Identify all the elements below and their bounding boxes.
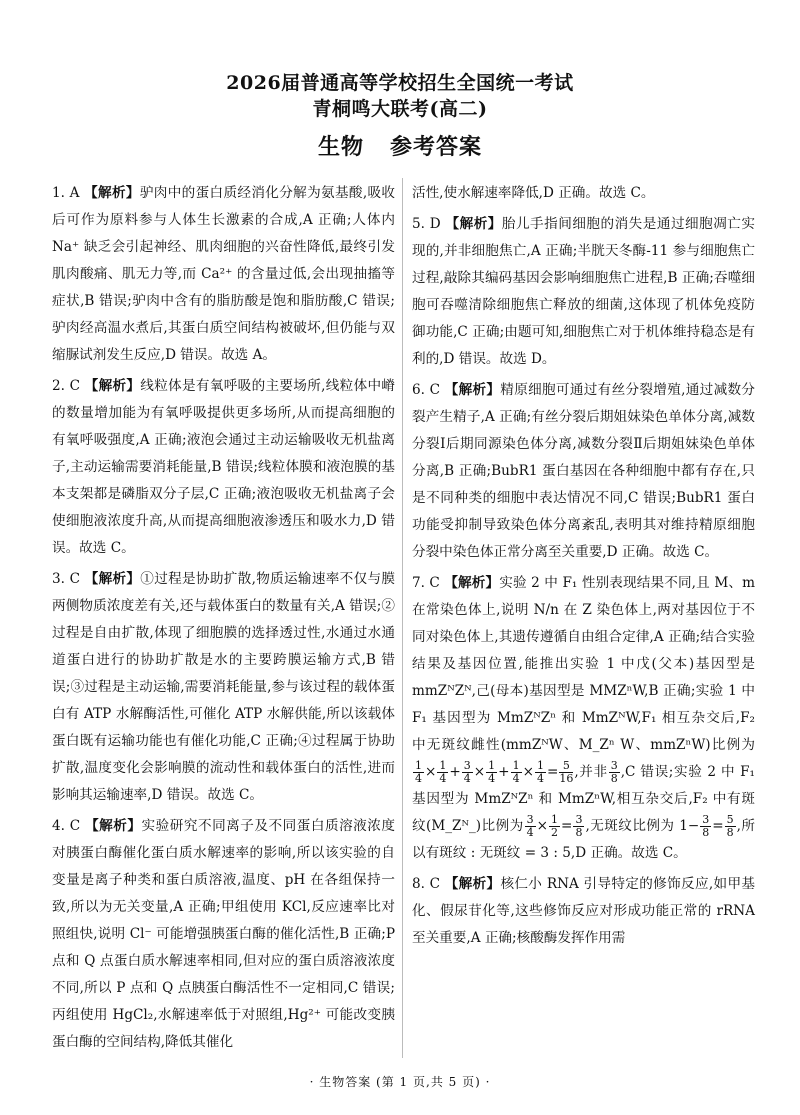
- answer-number: 8. C: [412, 876, 441, 892]
- fraction: $\frac{1}{4}$: [536, 759, 544, 785]
- analysis-tag: 【解析】: [84, 571, 141, 587]
- math-operator: +: [498, 764, 510, 780]
- answer-text: 实验研究不同离子及不同蛋白质溶液浓度对胰蛋白酶催化蛋白质水解速率的影响,所以该实验的自变量是离子种类和蛋白质溶液,温度、pH 在各组保持一致,所以为无关变量,A 正确;甲组使用 KCl,反应速率比对照组快,说明 Cl⁻ 可能增强胰蛋白酶的催化活性,B 正确;P 点和 Q 点蛋白质水解速率相同,但对应的蛋白质溶液浓度不同,所以 P 点和 Q 点胰蛋白酶活性不一定相同,C 错误;丙组使用 HgCl₂,水解速率低于对照组,Hg²⁺ 可能改变胰蛋白酶的空间结构,降低其催化: [52, 818, 396, 1050]
- fraction: $\frac{5}{16}$: [559, 759, 574, 785]
- fraction: $\frac{1}{4}$: [488, 759, 496, 785]
- document-header: [0, 70, 800, 161]
- exam-subtitle: 青桐鸣大联考(高二): [312, 98, 488, 120]
- exam-title: 2026届普通高等学校招生全国统一考试: [226, 72, 574, 94]
- answer-item-6: [412, 377, 755, 566]
- answer-number: 2. C: [52, 378, 81, 394]
- fraction: $\frac{1}{4}$: [439, 759, 447, 785]
- answer-item-2: [52, 373, 395, 562]
- analysis-tag: 【解析】: [84, 378, 141, 394]
- math-operator: ×: [425, 764, 437, 780]
- answer-number: 3. C: [52, 571, 81, 587]
- answer-text: ,并非: [574, 764, 608, 780]
- answer-number: 7. C: [412, 575, 440, 591]
- column-divider: [402, 178, 403, 1058]
- fraction: $\frac{1}{4}$: [415, 759, 422, 785]
- answer-text: 核仁小 RNA 引导特定的修饰反应,如甲基化、假尿苷化等,这些修饰反应对形成功能正常的 rRNA 至关重要,A 正确;核酸酶发挥作用需: [412, 876, 755, 946]
- answer-item-4-continued: [412, 180, 755, 207]
- analysis-tag: 【解析】: [84, 185, 140, 201]
- analysis-tag: 【解析】: [444, 575, 500, 591]
- math-operator: =: [546, 764, 559, 780]
- analysis-tag: 【解析】: [444, 382, 501, 398]
- fraction: $\frac{3}{8}$: [575, 813, 583, 839]
- answer-item-3: [52, 566, 395, 809]
- answer-number: 6. C: [412, 382, 441, 398]
- subject-name: 生物: [317, 134, 364, 160]
- fraction: $\frac{1}{2}$: [551, 813, 559, 839]
- answer-number: 1. A: [52, 185, 80, 201]
- page-footer: · 生物答案 (第 1 页,共 5 页) ·: [309, 1075, 491, 1089]
- fraction: $\frac{3}{4}$: [526, 813, 534, 839]
- math-operator: ×: [536, 818, 549, 834]
- answer-text: 精原细胞可通过有丝分裂增殖,通过减数分裂产生精子,A 正确;有丝分裂后期姐妹染色单体分离,减数分裂Ⅰ后期同源染色体分离,减数分裂Ⅱ后期姐妹染色单体分离,B 正确;BubR1 蛋白基因在各种细胞中都有存在,只是不同种类的细胞中表达情况不同,C 错误;BubR1 蛋白功能受抑制导致染色体分离紊乱,表明其对维持精原细胞分裂中染色体正常分离至关重要,D 正确。故选 C。: [412, 382, 755, 560]
- right-column: [412, 180, 755, 956]
- analysis-tag: 【解析】: [85, 818, 142, 834]
- answer-text: ①过程是协助扩散,物质运输速率不仅与膜两侧物质浓度差有关,还与载体蛋白的数量有关,A 错误;②过程是自由扩散,体现了细胞膜的选择透过性,水通过水通道蛋白进行的协助扩散是水的主要跨膜运输方式,B 错误;③过程是主动运输,需要消耗能量,参与该过程的载体蛋白有 ATP 水解酶活性,可催化 ATP 水解供能,所以该载体蛋白既有运输功能也有催化功能,C 正确;④过程属于协助扩散,温度变化会影响膜的流动性和载体蛋白的活性,进而影响其运输速率,D 错误。故选 C。: [52, 571, 395, 803]
- math-operator: =: [561, 818, 573, 834]
- math-operator: =: [712, 818, 724, 834]
- answer-text: 线粒体是有氧呼吸的主要场所,线粒体中嵴的数量增加能为有氧呼吸提供更多场所,从而提高细胞的有氧呼吸强度,A 正确;液泡会通过主动运输吸收无机盐离子,主动运输需要消耗能量,B 错误;线粒体膜和液泡膜的基本支架都是磷脂双分子层,C 正确;液泡吸收无机盐离子会使细胞液浓度升高,从而提高细胞液渗透压和吸水力,D 错误。故选 C。: [52, 378, 395, 556]
- fraction: $\frac{3}{4}$: [463, 759, 471, 785]
- analysis-tag: 【解析】: [444, 876, 501, 892]
- answer-item-1: [52, 180, 395, 369]
- answer-text: ,C 错误;实验 2 中 F₁ 基因型为 MmZᴺZⁿ 和 MmZⁿW,相互杂交后,F₂ 中有斑纹(M_Zᴺ_)比例为: [412, 764, 755, 834]
- left-column: [52, 180, 395, 1060]
- answer-text: ,所以有斑纹 : 无斑纹 = 3 : 5,D 正确。故选 C。: [412, 818, 755, 861]
- answer-text: ,无斑纹比例为 1−: [585, 818, 700, 834]
- doc-type: 参考答案: [390, 134, 483, 160]
- math-operator: ×: [473, 764, 486, 780]
- fraction: $\frac{1}{4}$: [512, 759, 520, 785]
- analysis-tag: 【解析】: [445, 216, 502, 232]
- fraction: $\frac{3}{8}$: [610, 759, 618, 785]
- answer-number: 5. D: [412, 216, 441, 232]
- answer-number: 4. C: [52, 818, 81, 834]
- answer-text: 实验 2 中 F₁ 性别表现结果不同,且 M、m 在常染色体上,说明 N/n 在 Z 染色体上,两对基因位于不同对染色体上,其遗传遵循自由组合定律,A 正确;结合实验结果及基因位置,能推出实验 1 中戊(父本)基因型是 mmZᴺZᴺ,己(母本)基因型是 MMZⁿW,B 正确;实验 1 中 F₁ 基因型为 MmZᴺZⁿ 和 MmZᴺW,F₁ 相互杂交后,F₂ 中无斑纹雌性(mmZᴺW、M_Zⁿ W、mmZⁿW)比例为: [412, 575, 756, 753]
- subject-heading: [0, 130, 800, 161]
- answer-text: 活性,使水解速率降低,D 正确。故选 C。: [412, 185, 655, 201]
- math-operator: ×: [522, 764, 534, 780]
- answer-item-5: [412, 211, 755, 373]
- answer-text: 驴肉中的蛋白质经消化分解为氨基酸,吸收后可作为原料参与人体生长激素的合成,A 正确;人体内 Na⁺ 缺乏会引起神经、肌肉细胞的兴奋性降低,最终引发肌肉酸痛、肌无力等,而 Ca²⁺ 的含量过低,会出现抽搐等症状,B 错误;驴肉中含有的脂肪酸是饱和脂肪酸,C 错误;驴肉经高温水煮后,其蛋白质空间结构被破坏,但仍能与双缩脲试剂发生反应,D 错误。故选 A。: [52, 185, 396, 363]
- answer-item-4: [52, 813, 395, 1056]
- answer-item-7: [412, 570, 755, 867]
- answer-text: 胎儿手指间细胞的消失是通过细胞凋亡实现的,并非细胞焦亡,A 正确;半胱天冬酶-11 参与细胞焦亡过程,敲除其编码基因会影响细胞焦亡进程,B 正确;吞噬细胞可吞噬清除细胞焦亡释放的细菌,这体现了机体免疫防御功能,C 正确;由题可知,细胞焦亡对于机体维持稳态是有利的,D 错误。故选 D。: [412, 216, 755, 367]
- fraction: $\frac{3}{8}$: [702, 813, 710, 839]
- fraction: $\frac{5}{8}$: [726, 813, 734, 839]
- answer-item-8: [412, 871, 755, 952]
- math-operator: +: [449, 764, 461, 780]
